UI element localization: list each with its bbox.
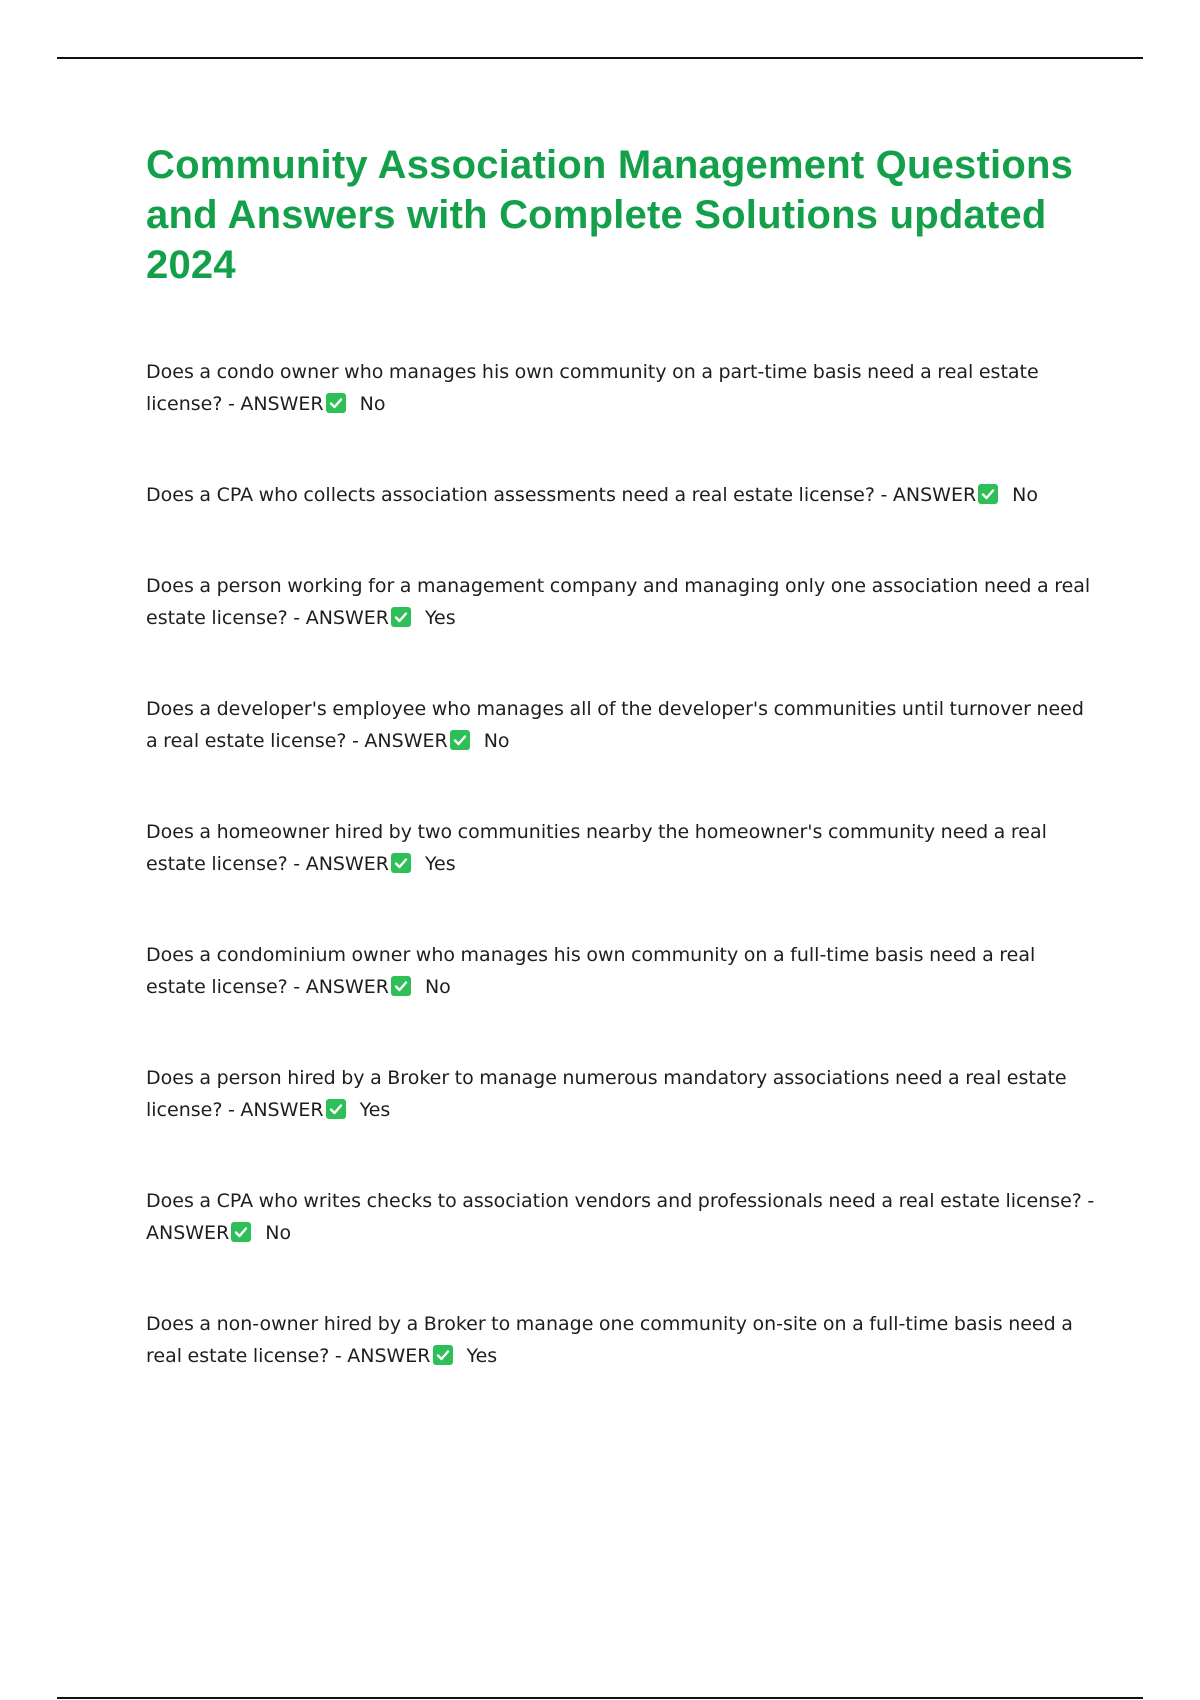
check-icon	[433, 1345, 453, 1365]
check-icon	[978, 484, 998, 504]
answer-text: No	[1012, 484, 1038, 506]
answer-text: Yes	[424, 607, 456, 629]
question-text: Does a homeowner hired by two communities nearby the homeowner's community need a real estate license? - ANSWER	[146, 821, 1047, 875]
question-text: Does a person hired by a Broker to manage numerous mandatory associations need a real estate license? - ANSWER	[146, 1067, 1067, 1121]
document-page	[146, 140, 1096, 1431]
check-icon	[231, 1222, 251, 1242]
answer-text: No	[265, 1222, 292, 1244]
check-icon	[391, 607, 411, 627]
answer-text: Yes	[359, 1099, 391, 1121]
question-text: Does a CPA who writes checks to association vendors and professionals need a real estate license? - ANSWER	[146, 1190, 1095, 1244]
answer-text: Yes	[424, 853, 456, 875]
check-icon	[326, 1099, 346, 1119]
qa-item	[146, 693, 1096, 757]
qa-item	[146, 939, 1096, 1003]
answer-text: No	[359, 393, 386, 415]
check-icon	[326, 393, 346, 413]
question-text: Does a CPA who collects association assessments need a real estate license? - ANSWER	[146, 484, 977, 506]
answer-text: No	[483, 730, 510, 752]
question-text: Does a condo owner who manages his own community on a part-time basis need a real estate license? - ANSWER	[146, 361, 1039, 415]
question-text: Does a non-owner hired by a Broker to manage one community on-site on a full-time basis need a real estate license? - ANSWER	[146, 1313, 1073, 1367]
question-text: Does a person working for a management company and managing only one association need a real estate license? - ANSWER	[146, 575, 1091, 629]
qa-list	[146, 356, 1096, 1372]
bottom-rule	[57, 1697, 1143, 1699]
qa-item	[146, 356, 1096, 420]
check-icon	[391, 976, 411, 996]
question-text: Does a condominium owner who manages his own community on a full-time basis need a real estate license? - ANSWER	[146, 944, 1036, 998]
qa-item	[146, 479, 1096, 511]
qa-item	[146, 816, 1096, 880]
qa-item	[146, 1308, 1096, 1372]
qa-item	[146, 1062, 1096, 1126]
document-title: Community Association Management Questions and Answers with Complete Solutions updated 2024	[146, 143, 1074, 287]
answer-text: No	[424, 976, 451, 998]
check-icon	[391, 853, 411, 873]
check-icon	[450, 730, 470, 750]
qa-item	[146, 570, 1096, 634]
answer-text: Yes	[466, 1345, 498, 1367]
qa-item	[146, 1185, 1096, 1249]
top-rule	[57, 57, 1143, 59]
question-text: Does a developer's employee who manages all of the developer's communities until turnover need a real estate license? - ANSWER	[146, 698, 1084, 752]
